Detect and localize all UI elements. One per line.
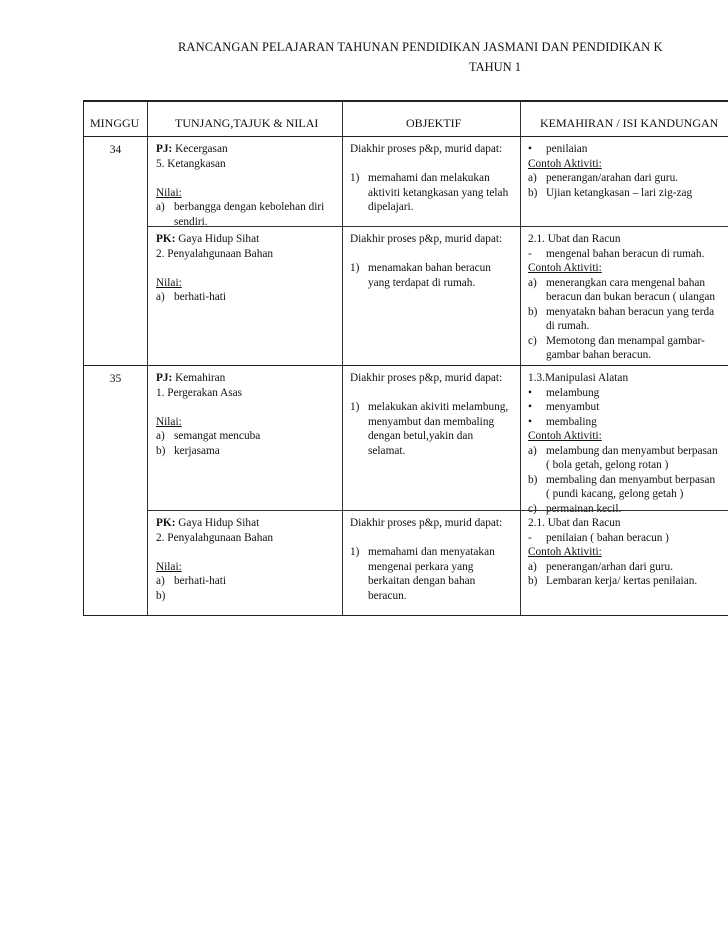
line-marker: - bbox=[528, 247, 532, 260]
objektif-intro: Diakhir proses p&p, murid dapat: bbox=[350, 143, 503, 155]
line-text: menamakan bahan beracun bbox=[368, 262, 491, 274]
objektif-item bbox=[350, 444, 508, 459]
kemahiran-item bbox=[528, 429, 718, 444]
line-text: aktiviti ketangkasan yang telah bbox=[368, 186, 509, 199]
line-marker: 1) bbox=[350, 546, 360, 558]
line-marker: a) bbox=[528, 444, 537, 457]
spacer bbox=[350, 157, 508, 172]
line-text: kerjasama bbox=[174, 444, 220, 457]
kemahiran-item bbox=[528, 487, 718, 502]
line-text: menyambut dan membaling bbox=[368, 415, 495, 428]
kemahiran-item bbox=[528, 371, 718, 386]
tunjang-prefix: PK: bbox=[156, 233, 176, 245]
line-text: dengan betul,yakin dan bbox=[368, 430, 474, 442]
spacer bbox=[350, 386, 508, 401]
kemahiran-cell bbox=[528, 142, 692, 200]
line-marker: a) bbox=[156, 201, 165, 213]
objektif-cell bbox=[350, 142, 508, 215]
nilai-label: Nilai: bbox=[156, 186, 182, 199]
objektif-intro: Diakhir proses p&p, murid dapat: bbox=[350, 517, 503, 529]
tunjang-heading bbox=[156, 516, 273, 531]
line-text: menerangkan cara mengenal bahan bbox=[546, 276, 706, 289]
kemahiran-item bbox=[528, 444, 718, 459]
document-title: RANCANGAN PELAJARAN TAHUNAN PENDIDIKAN JASMANI DAN PENDIDIKAN K bbox=[178, 40, 663, 54]
spacer bbox=[156, 545, 273, 560]
nilai-item bbox=[156, 574, 273, 589]
tunjang-prefix: PJ: bbox=[156, 372, 173, 384]
line-text: 2.1. Ubat dan Racun bbox=[528, 517, 621, 529]
line-text: permainan kecil. bbox=[546, 502, 622, 515]
line-text: penilaian ( bahan beracun ) bbox=[546, 531, 669, 544]
kemahiran-item bbox=[528, 247, 715, 262]
nilai-item bbox=[156, 444, 260, 459]
objektif-cell bbox=[350, 371, 508, 458]
line-marker: a) bbox=[156, 575, 165, 587]
week-number: 34 bbox=[109, 144, 122, 156]
line-marker: • bbox=[528, 386, 532, 399]
line-marker: a) bbox=[156, 430, 165, 442]
objektif-item bbox=[350, 171, 508, 186]
kemahiran-cell bbox=[528, 232, 715, 363]
line-text: ( pundi kacang, gelong getah ) bbox=[546, 488, 684, 500]
line-text: penilaian bbox=[546, 143, 588, 155]
tunjang-topic: Kemahiran bbox=[172, 372, 226, 384]
header-minggu: MINGGU bbox=[90, 116, 140, 130]
tunjang-cell bbox=[156, 142, 324, 229]
line-text: dipelajari. bbox=[368, 201, 414, 213]
header-objektif: OBJEKTIF bbox=[406, 116, 462, 130]
line-text: melambung bbox=[546, 386, 600, 399]
spacer bbox=[156, 171, 324, 186]
kemahiran-item bbox=[528, 415, 718, 430]
objektif-item bbox=[350, 186, 508, 201]
kemahiran-item bbox=[528, 473, 718, 488]
line-text: beracun dan bukan beracun ( ulangan bbox=[546, 291, 716, 303]
line-text: berhati-hati bbox=[174, 575, 227, 587]
line-text: penerangan/arhan dari guru. bbox=[546, 560, 674, 573]
line-marker: • bbox=[528, 401, 532, 413]
tunjang-heading bbox=[156, 232, 273, 247]
line-marker: b) bbox=[528, 186, 538, 199]
kemahiran-item bbox=[528, 516, 697, 531]
line-marker: • bbox=[528, 415, 532, 428]
kemahiran-item bbox=[528, 574, 697, 589]
spacer bbox=[350, 531, 502, 546]
tunjang-topic: Gaya Hidup Sihat bbox=[175, 233, 260, 245]
kemahiran-item bbox=[528, 334, 715, 349]
line-marker: b) bbox=[528, 305, 538, 318]
line-text: mengenai perkara yang bbox=[368, 560, 474, 573]
line-marker: c) bbox=[528, 334, 537, 347]
header-tunjang: TUNJANG,TAJUK & NILAI bbox=[175, 116, 319, 130]
kemahiran-item bbox=[528, 305, 715, 320]
kemahiran-item bbox=[528, 560, 697, 575]
table-header bbox=[84, 102, 728, 137]
kemahiran-item bbox=[528, 232, 715, 247]
line-text: Memotong dan menampal gambar- bbox=[546, 334, 705, 347]
kemahiran-item bbox=[528, 171, 692, 186]
line-text: membaling dan menyambut berpasan bbox=[546, 473, 716, 486]
line-text: 1.3.Manipulasi Alatan bbox=[528, 372, 629, 384]
line-text: memahami dan melakukan bbox=[368, 172, 490, 184]
line-marker: a) bbox=[528, 560, 537, 573]
nilai-item bbox=[156, 290, 273, 305]
objektif-item bbox=[350, 545, 502, 560]
line-text: melakukan akiviti melambung, bbox=[368, 401, 509, 413]
line-text: berhati-hati bbox=[174, 291, 227, 303]
kemahiran-item bbox=[528, 319, 715, 334]
tunjang-heading bbox=[156, 371, 260, 386]
line-text: berbangga dengan kebolehan diri bbox=[174, 201, 325, 213]
spacer bbox=[350, 247, 502, 262]
nilai-item bbox=[156, 200, 324, 215]
objektif-item bbox=[350, 261, 502, 276]
line-marker: b) bbox=[156, 444, 166, 457]
line-marker: c) bbox=[528, 502, 537, 515]
line-text: berkaitan dengan bahan bbox=[368, 575, 476, 587]
objektif-cell bbox=[350, 232, 502, 290]
line-text: Ujian ketangkasan – lari zig-zag bbox=[546, 186, 693, 199]
line-text: membaling bbox=[546, 415, 597, 428]
line-marker: b) bbox=[528, 473, 538, 486]
tunjang-prefix: PK: bbox=[156, 517, 176, 529]
line-marker: a) bbox=[528, 276, 537, 289]
line-text: Lembaran kerja/ kertas penilaian. bbox=[546, 575, 698, 587]
kemahiran-item bbox=[528, 400, 718, 415]
column-divider bbox=[520, 102, 521, 615]
row-separator bbox=[84, 365, 728, 366]
nilai-label: Nilai: bbox=[156, 415, 182, 428]
spacer bbox=[156, 400, 260, 415]
nilai-label: Nilai: bbox=[156, 276, 182, 289]
line-text: Contoh Aktiviti: bbox=[528, 157, 602, 170]
tunjang-topic: Kecergasan bbox=[172, 143, 228, 155]
tunjang-cell bbox=[156, 371, 260, 458]
line-text: Contoh Aktiviti: bbox=[528, 546, 602, 558]
line-text: mengenal bahan beracun di rumah. bbox=[546, 247, 705, 260]
header-kemahiran: KEMAHIRAN / ISI KANDUNGAN bbox=[540, 116, 719, 130]
line-text: gambar bahan beracun. bbox=[546, 349, 652, 361]
line-text: penerangan/arahan dari guru. bbox=[546, 172, 679, 184]
row-separator bbox=[147, 510, 728, 511]
tunjang-item: 2. Penyalahgunaan Bahan bbox=[156, 531, 274, 544]
nilai-item bbox=[156, 429, 260, 444]
line-text: melambung dan menyambut berpasan bbox=[546, 444, 718, 457]
objektif-intro: Diakhir proses p&p, murid dapat: bbox=[350, 372, 503, 384]
kemahiran-cell bbox=[528, 371, 718, 516]
kemahiran-item bbox=[528, 186, 692, 201]
line-marker: b) bbox=[528, 575, 538, 587]
line-text: sendiri. bbox=[174, 215, 208, 228]
tunjang-item: 1. Pergerakan Asas bbox=[156, 386, 243, 399]
line-text: Contoh Aktiviti: bbox=[528, 262, 602, 274]
week-number: 35 bbox=[109, 373, 122, 385]
line-marker: 1) bbox=[350, 262, 360, 274]
line-text: menyambut bbox=[546, 401, 600, 413]
line-marker: b) bbox=[156, 589, 166, 602]
line-marker: - bbox=[528, 531, 532, 544]
nilai-label: Nilai: bbox=[156, 560, 182, 573]
objektif-item bbox=[350, 560, 502, 575]
objektif-item bbox=[350, 276, 502, 291]
column-divider bbox=[147, 102, 148, 615]
line-text: 2.1. Ubat dan Racun bbox=[528, 233, 621, 245]
tunjang-cell bbox=[156, 516, 274, 602]
kemahiran-cell bbox=[528, 516, 697, 589]
kemahiran-item bbox=[528, 276, 715, 291]
objektif-item bbox=[350, 200, 508, 215]
objektif-item bbox=[350, 589, 502, 604]
objektif-item bbox=[350, 415, 508, 430]
kemahiran-item bbox=[528, 386, 718, 401]
line-marker: 1) bbox=[350, 172, 360, 184]
line-text: beracun. bbox=[368, 589, 407, 602]
tunjang-heading bbox=[156, 142, 324, 157]
line-text: selamat. bbox=[368, 444, 406, 457]
objektif-item bbox=[350, 429, 508, 444]
kemahiran-item bbox=[528, 261, 715, 276]
spacer bbox=[156, 261, 273, 276]
kemahiran-item bbox=[528, 290, 715, 305]
line-text: semangat mencuba bbox=[174, 430, 261, 442]
kemahiran-item bbox=[528, 531, 697, 546]
column-divider bbox=[342, 102, 343, 615]
objektif-intro: Diakhir proses p&p, murid dapat: bbox=[350, 233, 503, 245]
line-text: ( bola getah, gelong rotan ) bbox=[546, 459, 669, 471]
line-text: memahami dan menyatakan bbox=[368, 546, 495, 558]
tunjang-cell bbox=[156, 232, 273, 305]
line-marker: 1) bbox=[350, 401, 360, 413]
row-separator bbox=[147, 226, 728, 227]
line-marker: a) bbox=[528, 172, 537, 184]
lesson-plan-table bbox=[83, 100, 728, 616]
tunjang-item: 5. Ketangkasan bbox=[156, 157, 226, 170]
kemahiran-item bbox=[528, 142, 692, 157]
line-text: Contoh Aktiviti: bbox=[528, 430, 602, 442]
line-text: yang terdapat di rumah. bbox=[368, 276, 476, 289]
kemahiran-item bbox=[528, 348, 715, 363]
line-marker: • bbox=[528, 143, 532, 155]
objektif-cell bbox=[350, 516, 502, 603]
tunjang-item: 2. Penyalahgunaan Bahan bbox=[156, 247, 274, 260]
objektif-item bbox=[350, 400, 508, 415]
tunjang-prefix: PJ: bbox=[156, 143, 173, 155]
kemahiran-item bbox=[528, 502, 718, 517]
objektif-item bbox=[350, 574, 502, 589]
tunjang-topic: Gaya Hidup Sihat bbox=[175, 517, 260, 529]
line-marker: a) bbox=[156, 291, 165, 303]
kemahiran-item bbox=[528, 157, 692, 172]
document-subtitle: TAHUN 1 bbox=[468, 60, 522, 74]
kemahiran-item bbox=[528, 545, 697, 560]
kemahiran-item bbox=[528, 458, 718, 473]
line-text: menyatakn bahan beracun yang terda bbox=[546, 305, 715, 318]
line-text: di rumah. bbox=[546, 320, 590, 332]
